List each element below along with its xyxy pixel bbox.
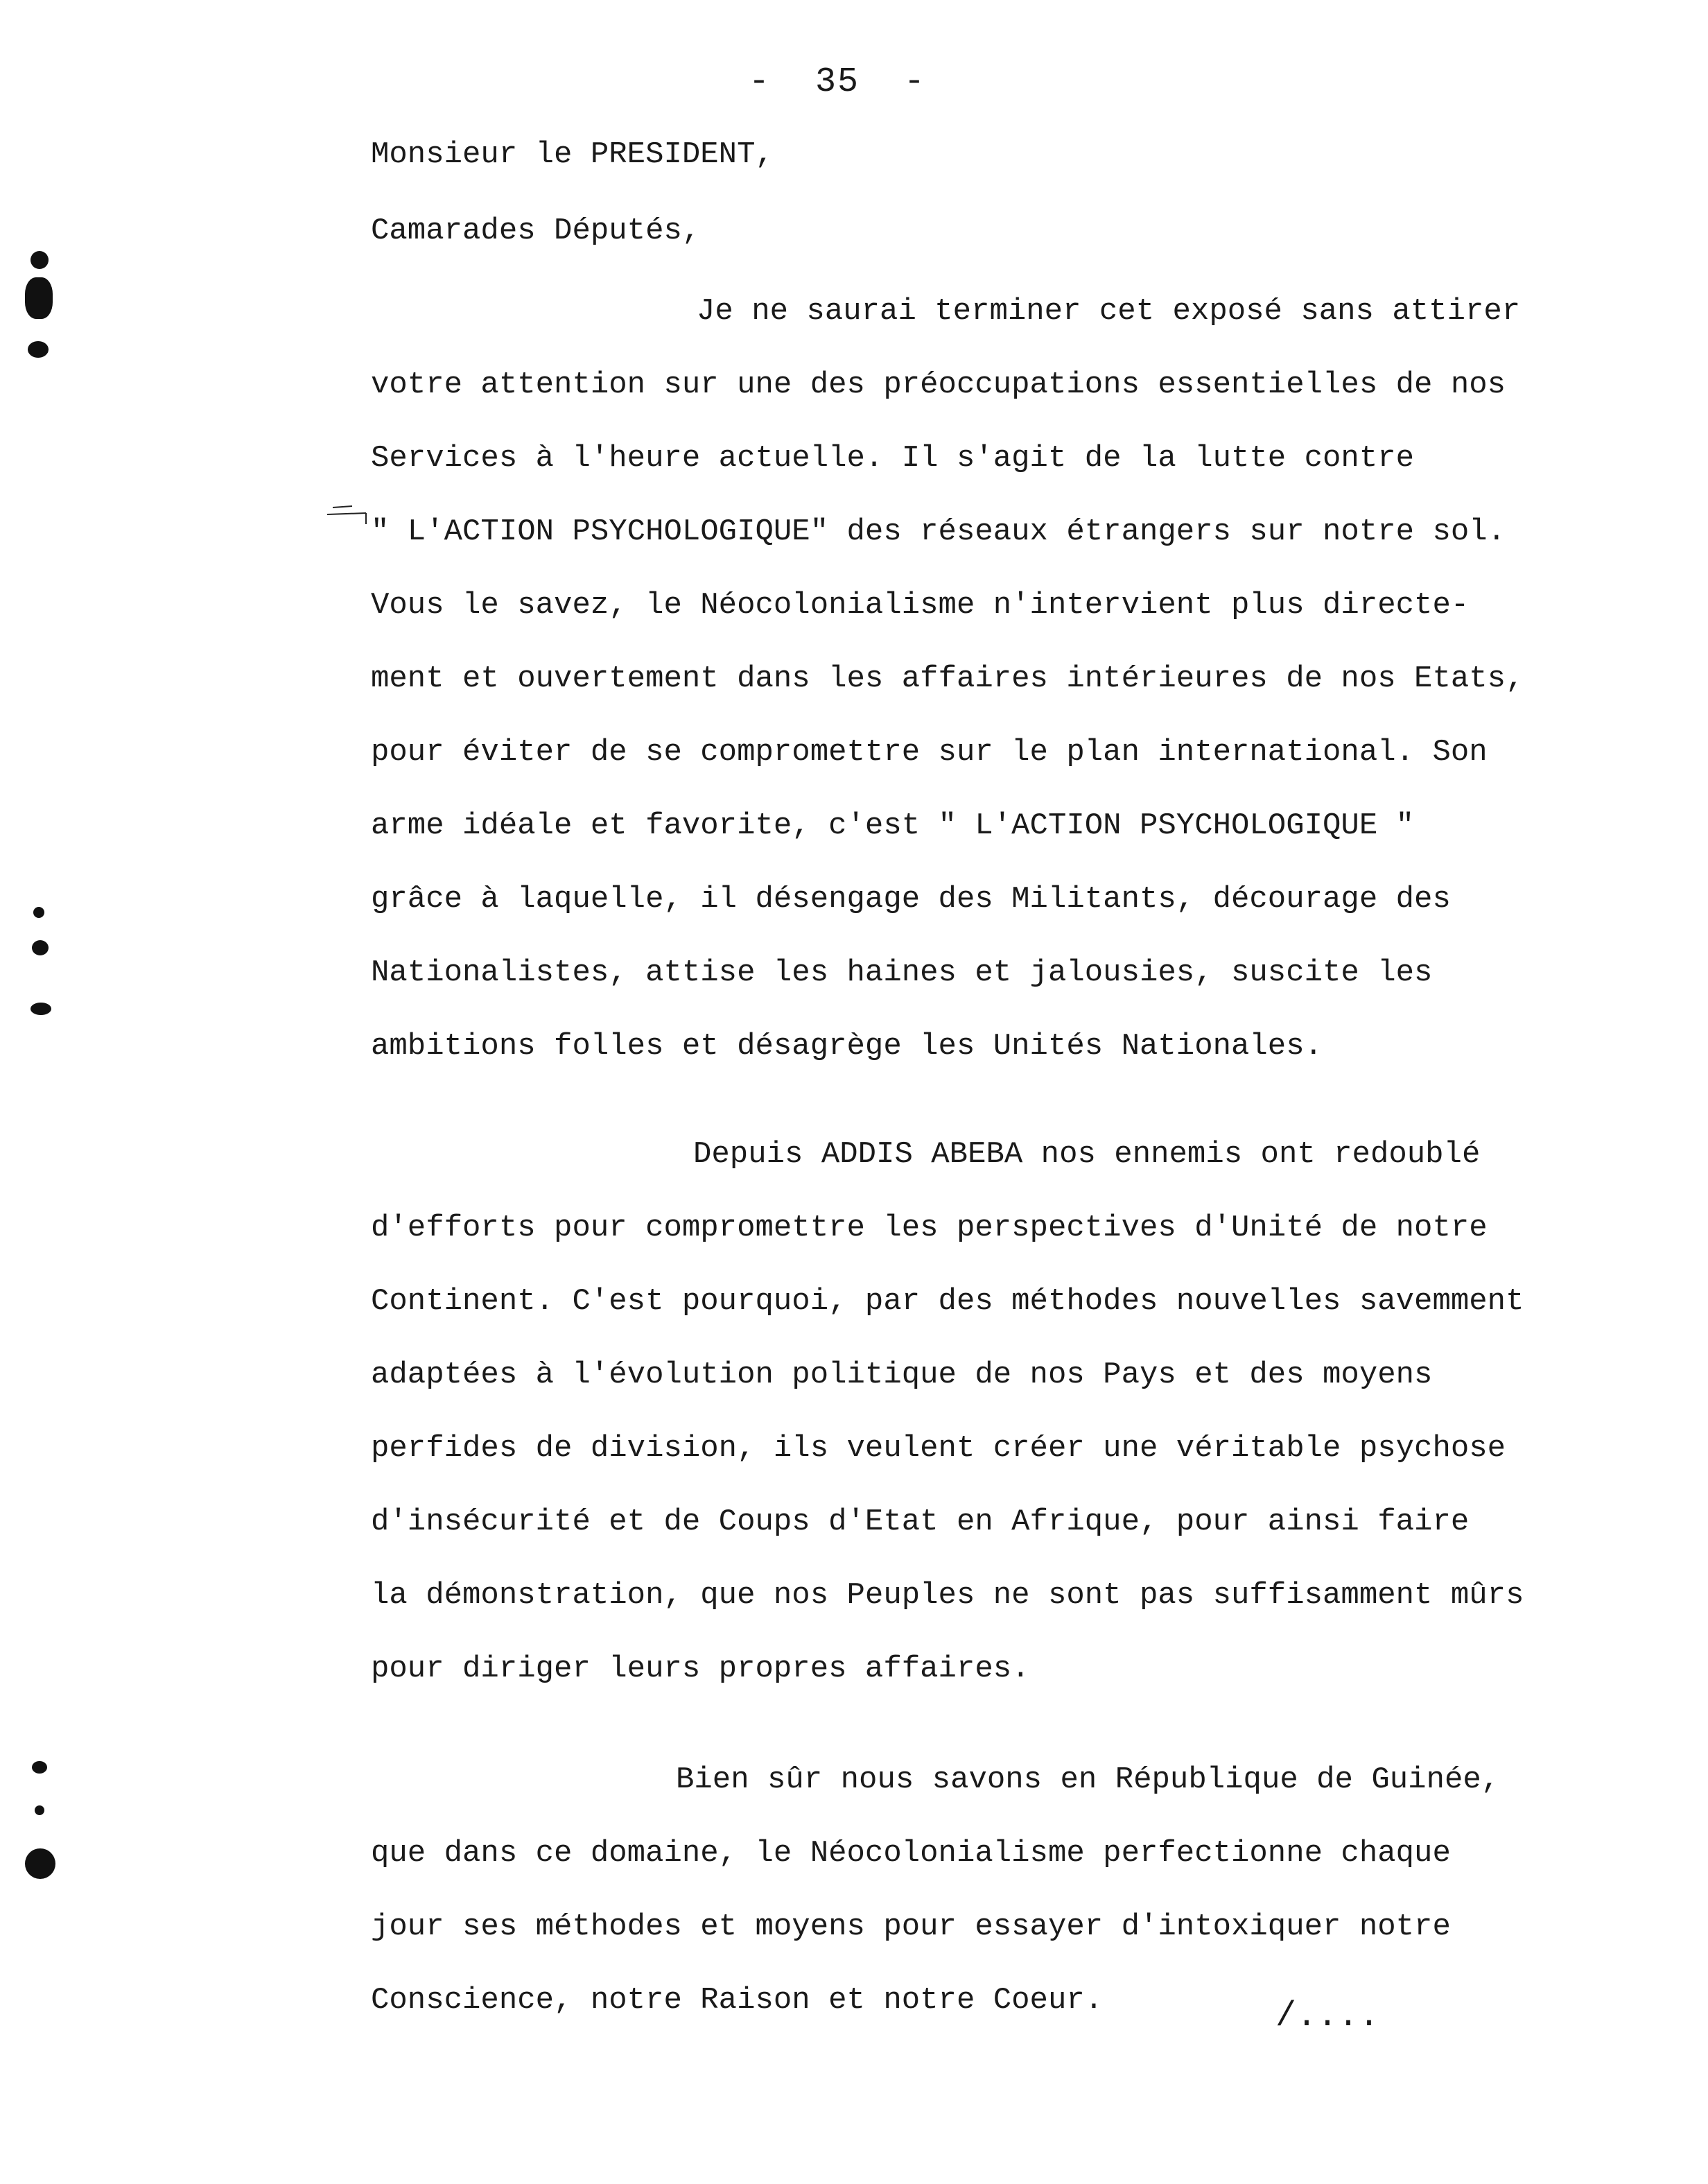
text-line: votre attention sur une des préoccupations essentielles de nos (371, 367, 1506, 402)
text-line: Conscience, notre Raison et notre Coeur. (371, 1983, 1104, 2018)
text-line: d'insécurité et de Coups d'Etat en Afrique, pour ainsi faire (371, 1505, 1470, 1539)
text-line: perfides de division, ils veulent créer une véritable psychose (371, 1431, 1506, 1466)
punch-hole-middle (32, 940, 49, 955)
body-paragraph (371, 1743, 1674, 2037)
text-line: ambitions folles et désagrège les Unités Nationales. (371, 1029, 1323, 1064)
text-line: " L'ACTION PSYCHOLOGIQUE" des réseaux étrangers sur notre sol. (371, 514, 1506, 549)
margin-annotation-mark (327, 505, 369, 526)
body-paragraph (371, 275, 1674, 1083)
continuation-mark: /.... (1275, 1997, 1380, 2036)
punch-hole-bottom (25, 1848, 55, 1879)
punch-hole-bottom (35, 1805, 44, 1815)
text-line: Services à l'heure actuelle. Il s'agit de la lutte contre (371, 441, 1415, 476)
page-number: - 35 - (749, 62, 927, 102)
salutation-line: Camarades Députés, (371, 214, 701, 248)
text-line: Vous le savez, le Néocolonialisme n'intervient plus directe- (371, 588, 1470, 623)
punch-hole-top (25, 277, 53, 319)
text-line: adaptées à l'évolution politique de nos Pays et des moyens (371, 1358, 1433, 1392)
text-line: pour diriger leurs propres affaires. (371, 1652, 1030, 1686)
text-line: Continent. C'est pourquoi, par des méthodes nouvelles savemment (371, 1284, 1524, 1319)
text-line: pour éviter de se compromettre sur le plan international. Son (371, 735, 1488, 770)
text-line: d'efforts pour compromettre les perspectives d'Unité de notre (371, 1211, 1488, 1245)
punch-hole-middle (31, 1003, 51, 1015)
punch-hole-middle (33, 907, 44, 918)
text-line: Nationalistes, attise les haines et jalousies, suscite les (371, 955, 1433, 990)
punch-hole-top (31, 251, 49, 269)
salutation-line: Monsieur le PRESIDENT, (371, 137, 774, 172)
text-line: la démonstration, que nos Peuples ne sont pas suffisamment mûrs (371, 1578, 1524, 1613)
text-line: grâce à laquelle, il désengage des Militants, décourage des (371, 882, 1451, 917)
text-line: que dans ce domaine, le Néocolonialisme perfectionne chaque (371, 1836, 1451, 1871)
text-line: ment et ouvertement dans les affaires intérieures de nos Etats, (371, 661, 1524, 696)
text-line: Bien sûr nous savons en République de Guinée, (676, 1762, 1500, 1797)
body-paragraph (371, 1118, 1674, 1706)
punch-hole-top (28, 341, 49, 358)
text-line: Depuis ADDIS ABEBA nos ennemis ont redoublé (693, 1137, 1481, 1172)
text-line: jour ses méthodes et moyens pour essayer d'intoxiquer notre (371, 1909, 1451, 1944)
text-line: arme idéale et favorite, c'est " L'ACTION PSYCHOLOGIQUE " (371, 808, 1415, 843)
text-line: Je ne saurai terminer cet exposé sans attirer (697, 294, 1521, 329)
punch-hole-bottom (32, 1761, 47, 1774)
